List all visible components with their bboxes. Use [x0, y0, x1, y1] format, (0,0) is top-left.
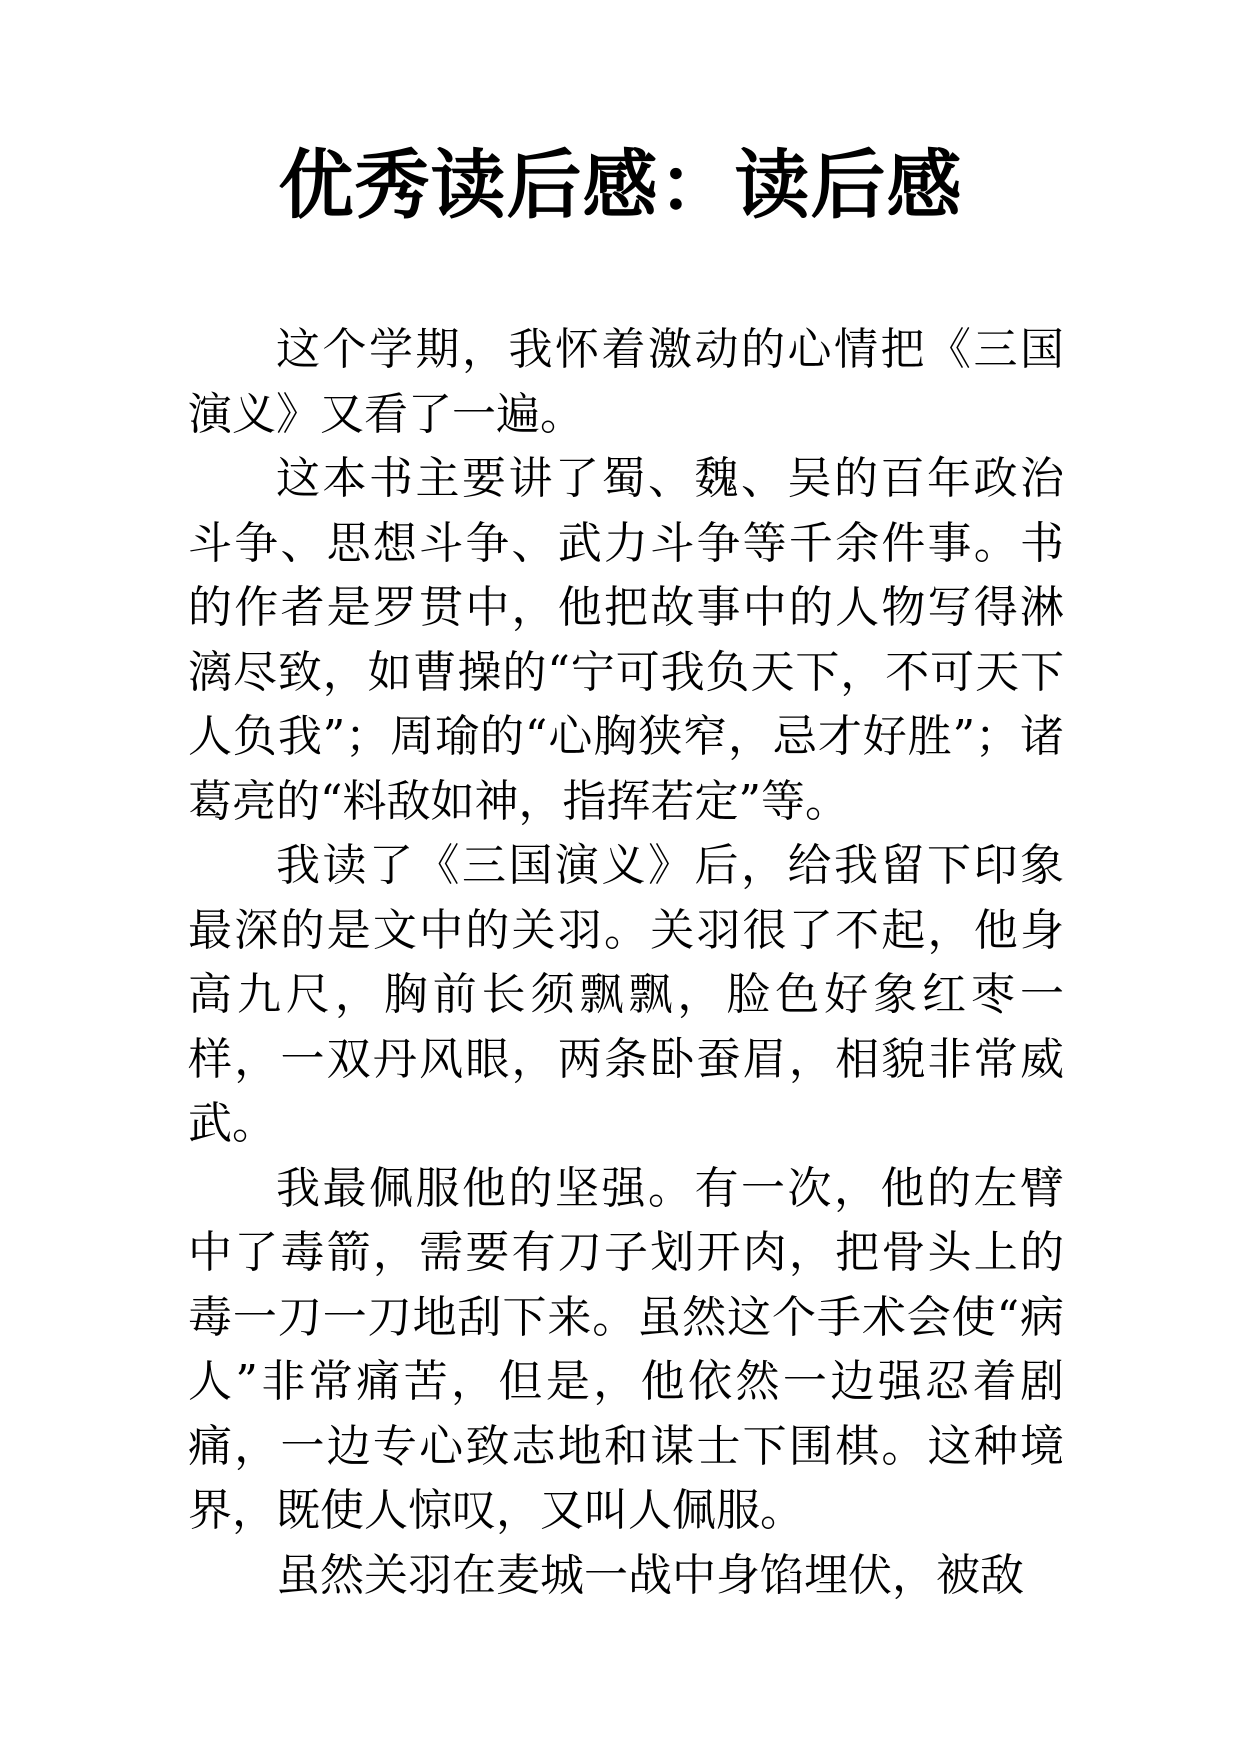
- paragraph: 我读了《三国演义》后，给我留下印象最深的是文中的关羽。关羽很了不起，他身高九尺，胸前长须飘飘，脸色好象红枣一样，一双丹风眼，两条卧蚕眉，相貌非常威武。: [188, 840, 1064, 1149]
- paragraph: 我最佩服他的坚强。有一次，他的左臂中了毒箭，需要有刀子划开肉，把骨头上的毒一刀一刀地刮下来。虽然这个手术会使“病人”非常痛苦，但是，他依然一边强忍着剧痛，一边专心致志地和谋士下围棋。这种境界，既使人惊叹，又叫人佩服。: [188, 1162, 1064, 1536]
- document-body: [188, 318, 1064, 1608]
- paragraph: 这本书主要讲了蜀、魏、吴的百年政治斗争、思想斗争、武力斗争等千余件事。书的作者是罗贯中，他把故事中的人物写得淋漓尽致，如曹操的“宁可我负天下，不可天下人负我”；周瑜的“心胸狭窄，忌才好胜”；诸葛亮的“料敌如神，指挥若定”等。: [188, 453, 1064, 827]
- paragraph: 这个学期，我怀着激动的心情把《三国演义》又看了一遍。: [188, 324, 1064, 440]
- document-title: 优秀读后感：读后感: [278, 141, 963, 229]
- paragraph: 虽然关羽在麦城一战中身馅埋伏，被敌: [276, 1549, 1024, 1601]
